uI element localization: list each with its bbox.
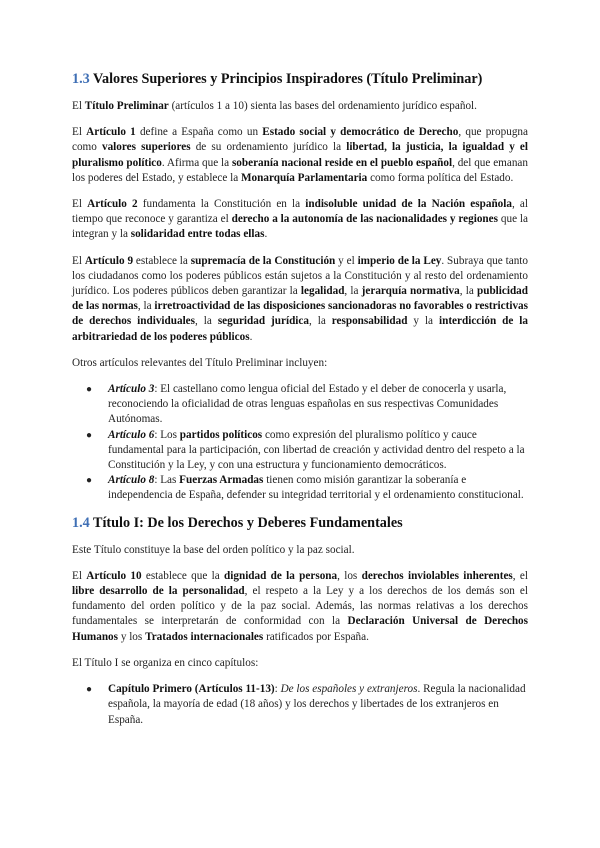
paragraph-articulo-9: El Artículo 9 establece la supremacía de la Constitución y el imperio de la Ley. Subraya que tanto los ciudadanos como los poderes públicos están sujetos a la Constitución y al resto del ordenamiento jurídico. Los poderes públicos deben garantizar la legalidad, la jerarquía normativa, la publicidad de las normas, la irretroactividad de las disposiciones sancionadoras no favorables o restrictivas de derechos individuales, la seguridad jurídica, la responsabilidad y la interdicción de la arbitrariedad de los poderes públicos. xyxy=(72,254,528,343)
section-title: Valores Superiores y Principios Inspiradores (Título Preliminar) xyxy=(93,71,483,87)
section-number: 1.3 xyxy=(72,71,90,87)
list-capitulos xyxy=(72,682,528,728)
paragraph-capitulos: El Título I se organiza en cinco capítulos: xyxy=(72,656,259,669)
paragraph-articulo-10: El Artículo 10 establece que la dignidad de la persona, los derechos inviolables inherentes, el libre desarrollo de la personalidad, el respeto a la Ley y a los derechos de los demás son el fundamento del orden político y de la paz social. Además, las normas relativas a los derechos fundamentales se interpretarán de conformidad con la Declaración Universal de Derechos Humanos y los Tratados internacionales ratificados por España. xyxy=(72,569,528,643)
paragraph-articulo-1: El Artículo 1 define a España como un Estado social y democrático de Derecho, que propugna como valores superiores de su ordenamiento jurídico la libertad, la justicia, la igualdad y el pluralismo político. Afirma que la soberanía nacional reside en el pueblo español, del que emanan los poderes del Estado, y establece la Monarquía Parlamentaria como forma política del Estado. xyxy=(72,126,528,184)
document-page xyxy=(72,70,528,728)
list-item: ● Capítulo Primero (Artículos 11-13): De los españoles y extranjeros. Regula la nacionalidad española, la mayoría de edad (18 años) y los derechos y libertades de los extranjeros en España. xyxy=(86,683,526,726)
section-title: Título I: De los Derechos y Deberes Fundamentales xyxy=(93,514,403,531)
bullet-icon: ● xyxy=(86,684,93,696)
section-heading-1-4 xyxy=(72,514,528,532)
paragraph-base-orden: Este Título constituye la base del orden político y la paz social. xyxy=(72,543,355,556)
bullet-icon: ● xyxy=(86,429,93,441)
list-item: ● Artículo 8: Las Fuerzas Armadas tienen como misión garantizar la soberanía e independencia de España, defender su integridad territorial y el ordenamiento constitucional. xyxy=(86,474,524,502)
bullet-icon: ● xyxy=(86,384,93,396)
list-item: ● Artículo 3: El castellano como lengua oficial del Estado y el deber de conocerla y usarla, reconociendo la oficialidad de otras lenguas españolas en sus respectivas Comunidades Autónomas. xyxy=(86,383,507,426)
list-item: ● Artículo 6: Los partidos políticos como expresión del pluralismo político y cauce fundamental para la participación, con libertad de creación y actividad dentro del respeto a la Constitución y la Ley, y con una estructura y funcionamiento democráticos. xyxy=(86,428,525,472)
paragraph-articulo-2: El Artículo 2 fundamenta la Constitución en la indisoluble unidad de la Nación española, al tiempo que reconoce y garantiza el derecho a la autonomía de las nacionalidades y regiones que la integran y la solidaridad entre todas ellas. xyxy=(72,198,528,241)
list-otros-articulos xyxy=(72,382,528,504)
section-number: 1.4 xyxy=(72,514,90,531)
paragraph-otros-articulos: Otros artículos relevantes del Título Preliminar incluyen: xyxy=(72,356,328,369)
paragraph-titulo-preliminar: El Título Preliminar (artículos 1 a 10) sienta las bases del ordenamiento jurídico español. xyxy=(72,100,477,112)
section-heading-1-3 xyxy=(72,70,528,88)
bullet-icon: ● xyxy=(86,475,93,487)
